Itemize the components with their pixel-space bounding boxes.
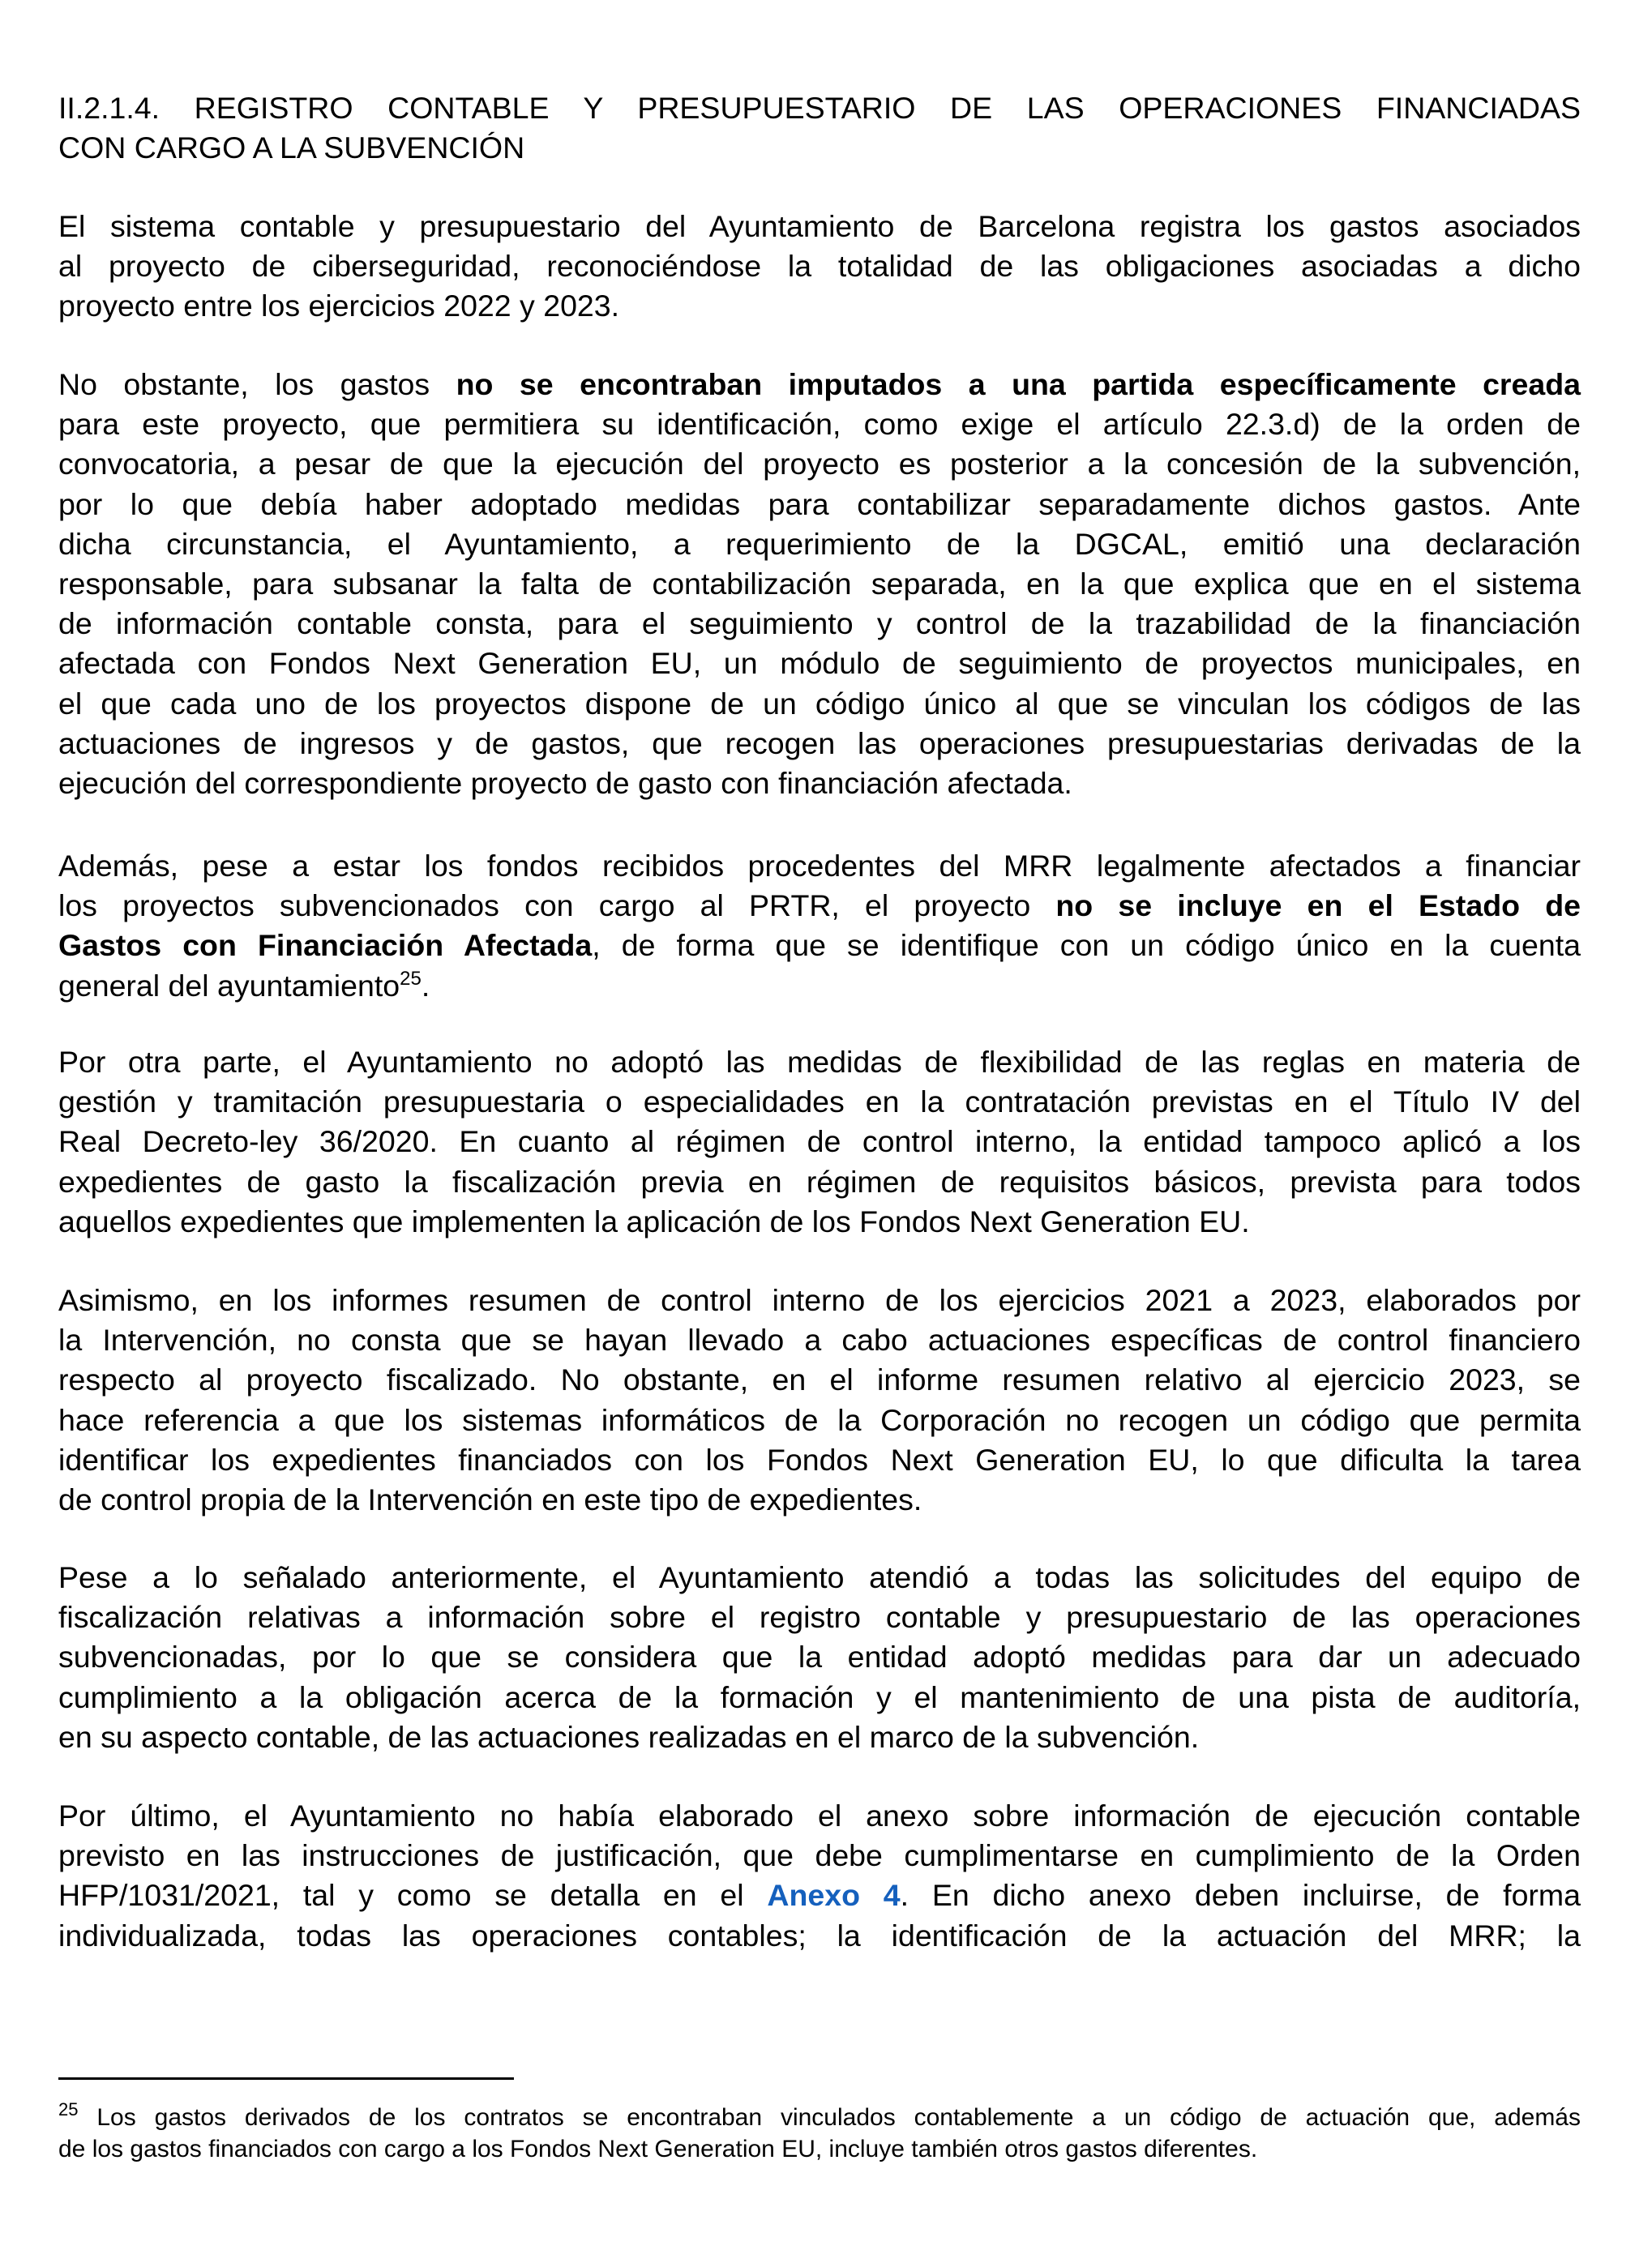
footnote-separator	[58, 2077, 514, 2080]
line-text: responsable, para subsanar la falta de contabilización separada, en la que explica que en el sistema	[58, 566, 1581, 601]
text-line	[58, 2099, 1581, 2134]
text-run: .	[421, 968, 430, 1003]
text-line	[58, 564, 1581, 604]
line-text	[58, 1876, 1581, 1915]
text-line	[58, 724, 1581, 764]
text-line	[58, 1082, 1581, 1122]
paragraph-registro-contable	[58, 207, 1581, 327]
text-run: , de forma que se identifique con un código único en la cuenta	[592, 928, 1581, 963]
line-text: Pese a lo señalado anteriormente, el Ayuntamiento atendió a todas las solicitudes del equipo de	[58, 1560, 1581, 1594]
text-line	[58, 1122, 1581, 1161]
text-line	[58, 88, 1581, 128]
paragraph-partida-especifica	[58, 365, 1581, 803]
text-run: HFP/1031/2021, tal y como se detalla en el	[58, 1878, 768, 1913]
line-text	[58, 365, 1581, 404]
text-line	[58, 1598, 1581, 1637]
line-text	[58, 2099, 1581, 2134]
line-text: de control propia de la Intervención en este tipo de expedientes.	[58, 1482, 922, 1516]
line-text: por lo que debía haber adoptado medidas para contabilizar separadamente dichos gastos. Ante	[58, 486, 1581, 521]
bold-emphasis: Gastos con Financiación Afectada	[58, 928, 593, 963]
line-text: para este proyecto, que permitiera su identificación, como exige el artículo 22.3.d) de la orden de	[58, 407, 1581, 442]
text-line	[58, 246, 1581, 286]
paragraph-medidas-flexibilidad	[58, 1042, 1581, 1242]
line-text: individualizada, todas las operaciones contables; la identificación de la actuación del MRR; la	[58, 1918, 1581, 1953]
text-line	[58, 485, 1581, 524]
footnote-marker[interactable]: 25	[400, 967, 422, 990]
line-text	[58, 886, 1581, 926]
footnote-25	[58, 2099, 1581, 2165]
text-line	[58, 1717, 1581, 1757]
line-text: previsto en las instrucciones de justificación, que debe cumplimentarse en cumplimiento de la Orden	[58, 1838, 1581, 1873]
text-run: los proyectos subvencionados con cargo al PRTR, el proyecto	[58, 888, 1056, 923]
line-text: Por otra parte, el Ayuntamiento no adoptó las medidas de flexibilidad de las reglas en materia de	[58, 1045, 1581, 1079]
text-line	[58, 966, 1581, 1006]
line-text: el que cada uno de los proyectos dispone de un código único al que se vinculan los códigos de las	[58, 686, 1581, 721]
text-line	[58, 1876, 1581, 1915]
text-line	[58, 1558, 1581, 1598]
anexo-4-link[interactable]: Anexo 4	[767, 1878, 901, 1913]
line-text: cumplimiento a la obligación acerca de la formación y el mantenimiento de una pista de auditoría,	[58, 1679, 1581, 1714]
line-text: identificar los expedientes financiados con los Fondos Next Generation EU, lo que dificulta la tarea	[58, 1442, 1581, 1477]
line-text: fiscalización relativas a información sobre el registro contable y presupuestario de las operaciones	[58, 1600, 1581, 1635]
text-run: . En dicho anexo deben incluirse, de forma	[900, 1878, 1581, 1913]
footnote-marker[interactable]: 25	[58, 2099, 79, 2120]
line-text: en su aspecto contable, de las actuaciones realizadas en el marco de la subvención.	[58, 1719, 1200, 1754]
bold-emphasis: no se encontraban imputados a una partida específicamente creada	[456, 367, 1581, 401]
line-text: expedientes de gasto la fiscalización previa en régimen de requisitos básicos, prevista para todos	[58, 1164, 1581, 1199]
text-line	[58, 365, 1581, 404]
text-line	[58, 886, 1581, 926]
line-text: El sistema contable y presupuestario del Ayuntamiento de Barcelona registra los gastos asociados	[58, 209, 1581, 243]
line-text: respecto al proyecto fiscalizado. No obstante, en el informe resumen relativo al ejercicio 2023, se	[58, 1362, 1581, 1397]
section-heading	[58, 88, 1581, 168]
text-line	[58, 1202, 1581, 1242]
bold-emphasis: no se incluye en el Estado de	[1055, 888, 1581, 923]
text-run: general del ayuntamiento	[58, 968, 400, 1003]
text-line	[58, 2134, 1581, 2166]
paragraph-estado-gastos	[58, 846, 1581, 1006]
line-text: al proyecto de ciberseguridad, reconociéndose la totalidad de las obligaciones asociadas a dicho	[58, 249, 1581, 284]
line-text: subvencionadas, por lo que se considera que la entidad adoptó medidas para dar un adecuado	[58, 1640, 1581, 1675]
text-line	[58, 524, 1581, 564]
paragraph-anexo-ejecucion	[58, 1796, 1581, 1956]
text-line	[58, 207, 1581, 246]
text-line	[58, 444, 1581, 484]
text-line	[58, 604, 1581, 644]
line-text: de los gastos financiados con cargo a los Fondos Next Generation EU, incluye también otros gastos diferentes.	[58, 2135, 1258, 2162]
line-text: la Intervención, no consta que se hayan llevado a cabo actuaciones específicas de control financiero	[58, 1323, 1581, 1358]
text-line	[58, 1796, 1581, 1836]
text-line	[58, 1281, 1581, 1320]
paragraph-control-interno	[58, 1281, 1581, 1520]
line-text: Asimismo, en los informes resumen de control interno de los ejercicios 2021 a 2023, elaborados por	[58, 1283, 1581, 1317]
text-line	[58, 1042, 1581, 1082]
text-line	[58, 644, 1581, 683]
text-line	[58, 1836, 1581, 1876]
text-line	[58, 1401, 1581, 1440]
text-line	[58, 1678, 1581, 1717]
text-line	[58, 1637, 1581, 1677]
line-text: hace referencia a que los sistemas informáticos de la Corporación no recogen un código que permita	[58, 1402, 1581, 1437]
line-text: II.2.1.4. REGISTRO CONTABLE Y PRESUPUESTARIO DE LAS OPERACIONES FINANCIADAS	[58, 91, 1581, 125]
text-run: Los gastos derivados de los contratos se encontraban vinculados contablemente a un código de actuación que, además	[78, 2104, 1581, 2131]
line-text: Real Decreto-ley 36/2020. En cuanto al régimen de control interno, la entidad tampoco aplicó a los	[58, 1124, 1581, 1159]
text-line	[58, 764, 1581, 803]
line-text: de información contable consta, para el seguimiento y control de la trazabilidad de la financiación	[58, 606, 1581, 641]
text-line	[58, 1480, 1581, 1520]
line-text: convocatoria, a pesar de que la ejecución del proyecto es posterior a la concesión de la subvención,	[58, 447, 1581, 481]
text-line	[58, 1162, 1581, 1202]
line-text: Por último, el Ayuntamiento no había elaborado el anexo sobre información de ejecución contable	[58, 1799, 1581, 1833]
text-line	[58, 404, 1581, 444]
line-text	[58, 966, 430, 1006]
line-text: actuaciones de ingresos y de gastos, que recogen las operaciones presupuestarias derivadas de la	[58, 725, 1581, 760]
text-line	[58, 846, 1581, 886]
line-text: afectada con Fondos Next Generation EU, un módulo de seguimiento de proyectos municipales, en	[58, 646, 1581, 681]
text-line	[58, 926, 1581, 965]
line-text: aquellos expedientes que implementen la aplicación de los Fondos Next Generation EU.	[58, 1204, 1250, 1238]
text-line	[58, 128, 1581, 168]
line-text: dicha circunstancia, el Ayuntamiento, a requerimiento de la DGCAL, emitió una declaración	[58, 526, 1581, 561]
line-text: ejecución del correspondiente proyecto de gasto con financiación afectada.	[58, 765, 1072, 800]
line-text: proyecto entre los ejercicios 2022 y 2023.	[58, 289, 620, 323]
line-text: Además, pese a estar los fondos recibidos procedentes del MRR legalmente afectados a financiar	[58, 849, 1581, 883]
text-line	[58, 1916, 1581, 1956]
text-run: No obstante, los gastos	[58, 367, 456, 401]
text-line	[58, 1440, 1581, 1480]
line-text	[58, 926, 1581, 965]
line-text: gestión y tramitación presupuestaria o especialidades en la contratación previstas en el Título IV del	[58, 1084, 1581, 1119]
text-line	[58, 1320, 1581, 1360]
paragraph-pista-auditoria	[58, 1558, 1581, 1757]
text-line	[58, 684, 1581, 724]
text-line	[58, 1360, 1581, 1400]
line-text: CON CARGO A LA SUBVENCIÓN	[58, 130, 525, 165]
text-line	[58, 286, 1581, 326]
